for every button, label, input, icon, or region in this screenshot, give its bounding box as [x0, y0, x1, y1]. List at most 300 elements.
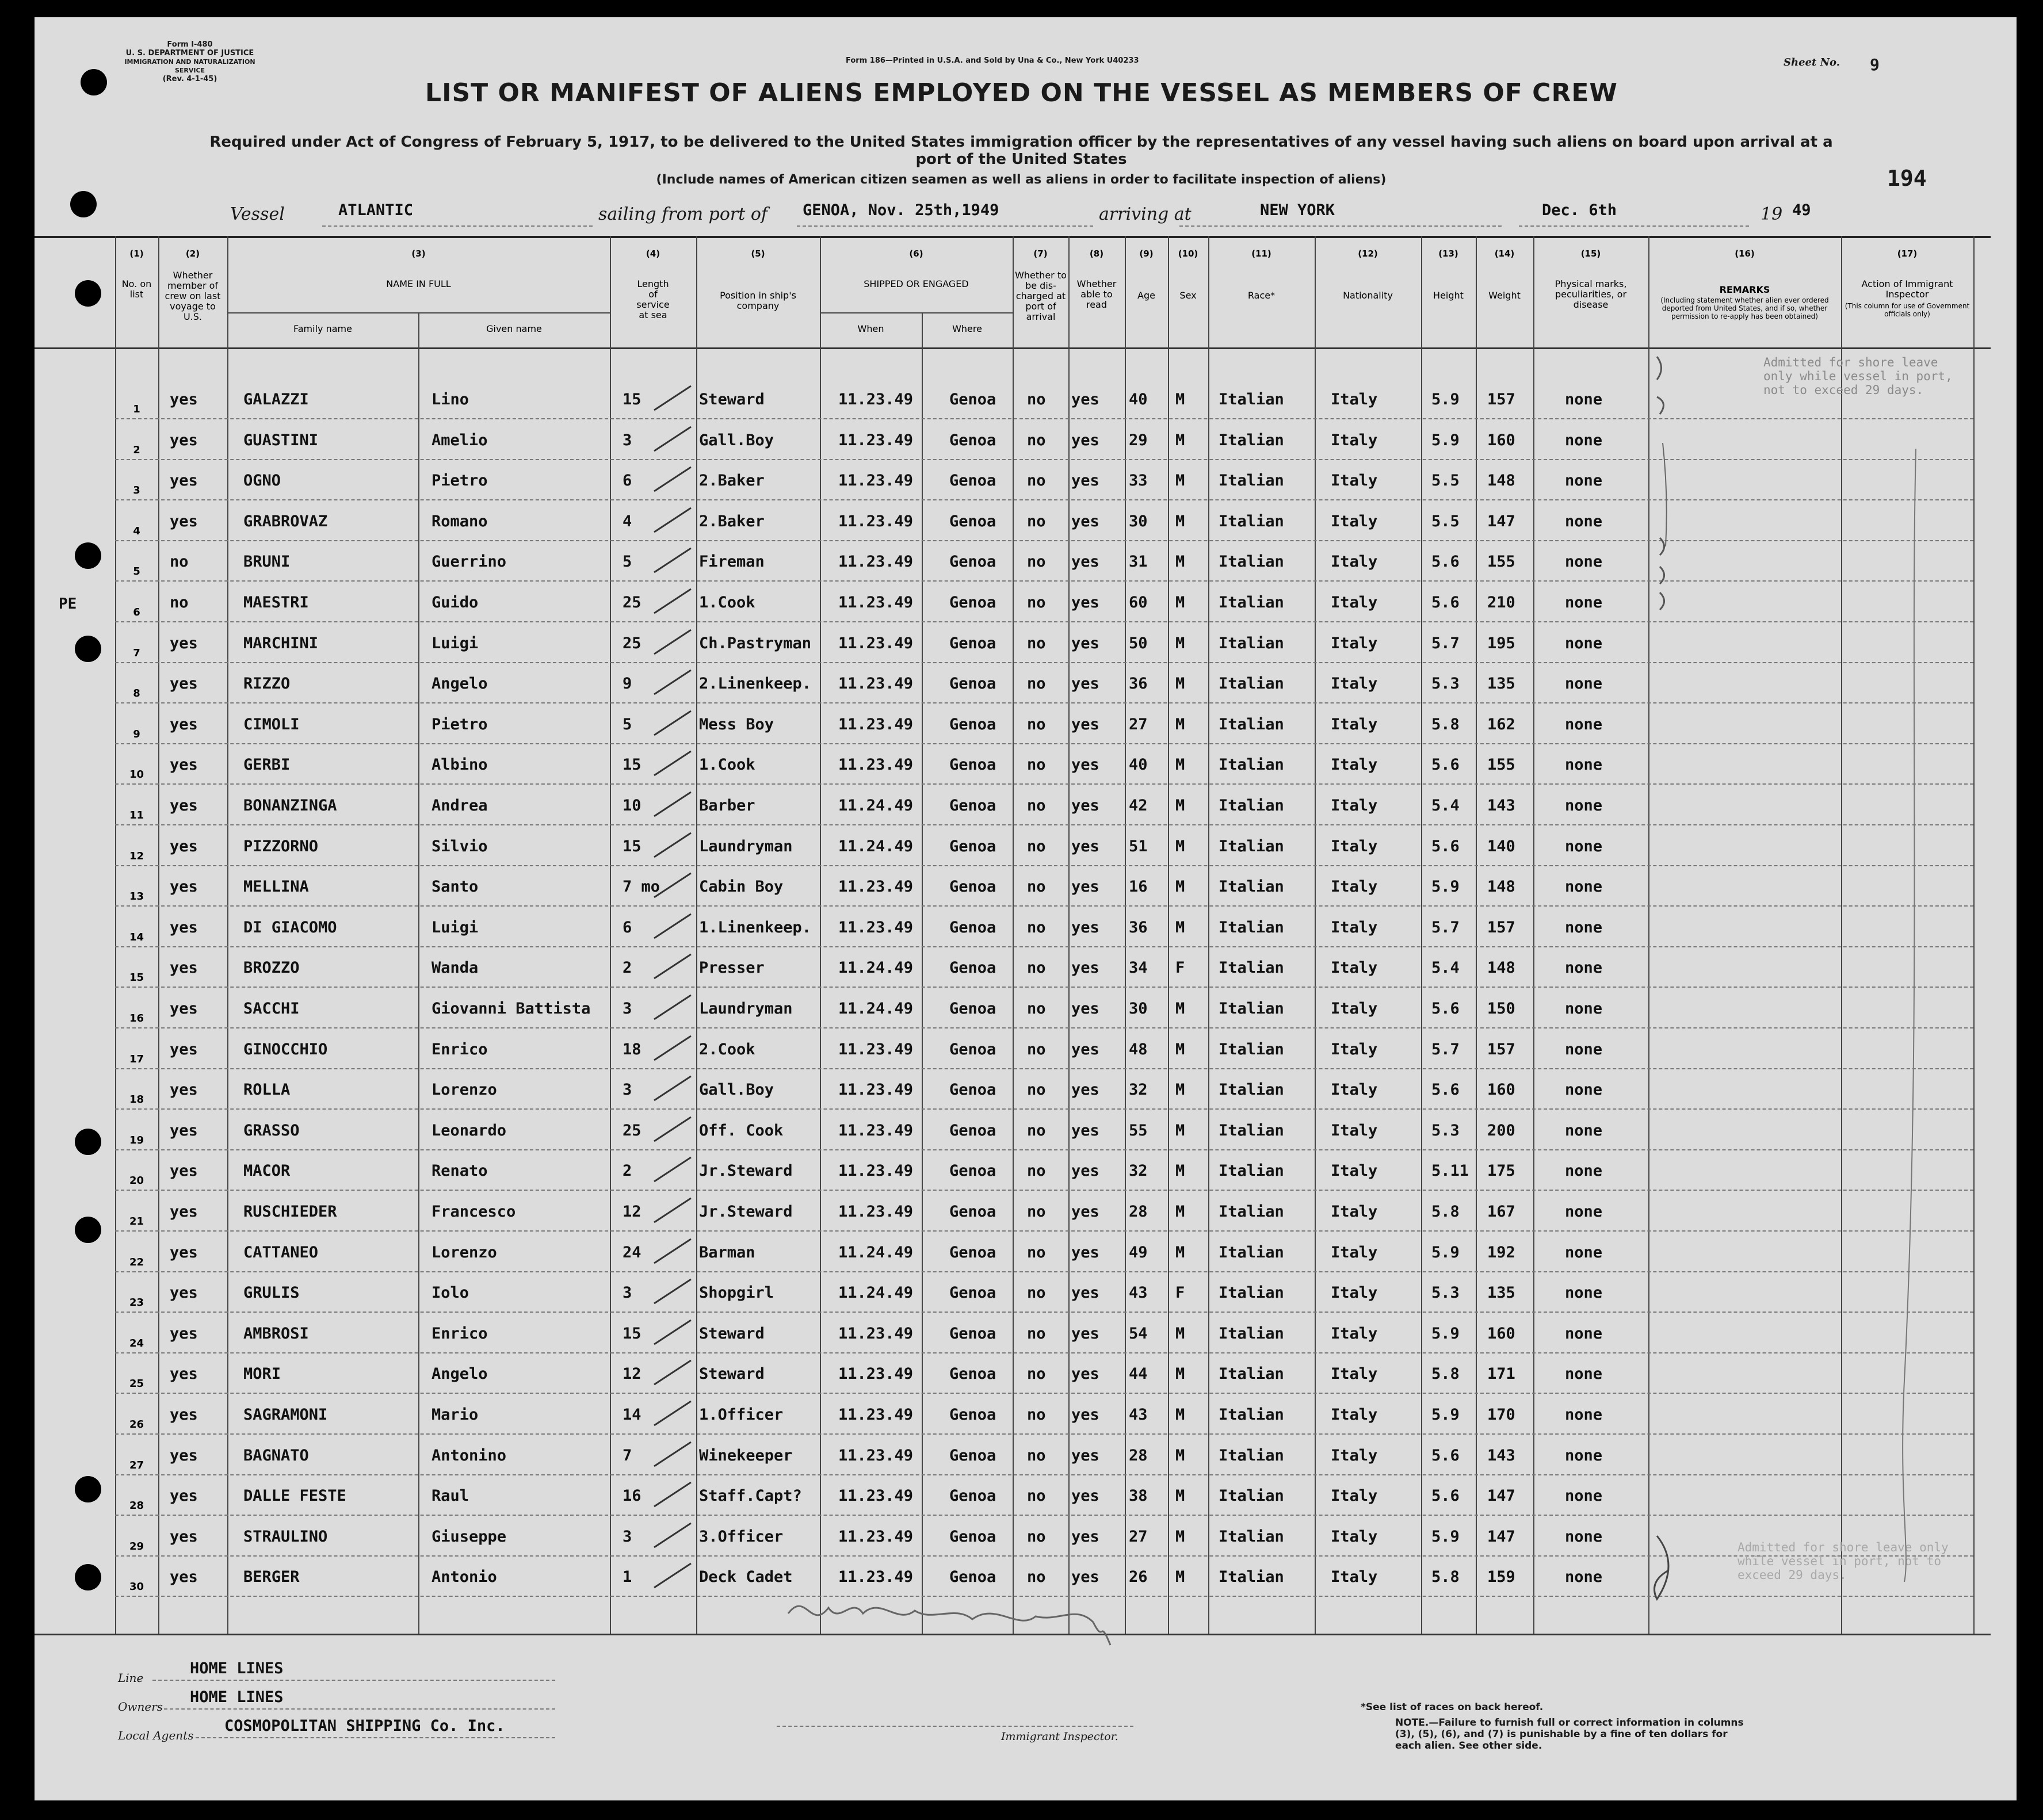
shipped-date: 11.24.49: [838, 797, 914, 815]
physical-marks: none: [1565, 1244, 1603, 1261]
length-of-service: 1: [623, 1568, 632, 1586]
sex: M: [1175, 716, 1185, 733]
family-name: STRAULINO: [243, 1528, 328, 1546]
weight: 162: [1487, 716, 1515, 733]
age: 36: [1129, 675, 1148, 693]
weight: 200: [1487, 1122, 1515, 1140]
row-number: 14: [129, 931, 144, 943]
height: 5.9: [1431, 391, 1460, 408]
position: Steward: [699, 391, 765, 408]
able-to-read: yes: [1071, 472, 1099, 490]
shipped-place: Genoa: [949, 1162, 996, 1180]
shipped-date: 11.23.49: [838, 391, 914, 408]
able-to-read: yes: [1071, 1284, 1099, 1302]
crew-last-voyage: yes: [170, 1365, 198, 1383]
shipped-date: 11.23.49: [838, 1041, 914, 1058]
col5-label: Position in ship's company: [720, 290, 796, 311]
given-name: Antonio: [431, 1568, 497, 1586]
height: 5.6: [1431, 594, 1460, 611]
race: Italian: [1219, 553, 1284, 571]
position: Gall.Boy: [699, 431, 774, 449]
weight: 135: [1487, 1284, 1515, 1302]
col7-label: Whether to be dis-charged at port of arrival: [1015, 270, 1067, 322]
position: 3.Officer: [699, 1528, 784, 1546]
given-name: Lino: [431, 391, 469, 408]
sex: M: [1175, 1568, 1185, 1586]
col4-label: Length of service at sea: [636, 278, 670, 320]
family-name: RIZZO: [243, 675, 291, 693]
age: 30: [1129, 513, 1148, 530]
length-of-service: 3: [623, 431, 632, 449]
shipped-place: Genoa: [949, 716, 996, 733]
sex: M: [1175, 1365, 1185, 1383]
discharged: no: [1027, 959, 1046, 977]
crew-last-voyage: no: [170, 594, 189, 611]
nationality: Italy: [1331, 1325, 1378, 1343]
given-name: Giovanni Battista: [431, 1000, 591, 1018]
given-name: Guerrino: [431, 553, 507, 571]
agents-label: Local Agents: [118, 1729, 194, 1742]
height: 5.8: [1431, 1365, 1460, 1383]
weight: 155: [1487, 553, 1515, 571]
weight: 147: [1487, 1487, 1515, 1505]
position: Laundryman: [699, 1000, 793, 1018]
shipped-date: 11.23.49: [838, 1162, 914, 1180]
row-number: 13: [129, 890, 144, 903]
nationality: Italy: [1331, 878, 1378, 896]
family-name: GRASSO: [243, 1122, 300, 1140]
able-to-read: yes: [1071, 797, 1099, 815]
discharged: no: [1027, 1568, 1046, 1586]
crew-last-voyage: yes: [170, 1244, 198, 1261]
arrival-port: NEW YORK: [1260, 201, 1335, 219]
age: 33: [1129, 472, 1148, 490]
physical-marks: none: [1565, 472, 1603, 490]
given-name: Romano: [431, 513, 488, 530]
shipped-date: 11.23.49: [838, 1406, 914, 1424]
sex: M: [1175, 1081, 1185, 1099]
sex: M: [1175, 1487, 1185, 1505]
position: 1.Linenkeep.: [699, 919, 812, 936]
line-label: Line: [118, 1671, 144, 1685]
shipped-place: Genoa: [949, 756, 996, 774]
inspector-signature: [794, 1593, 1082, 1620]
crew-last-voyage: yes: [170, 1528, 198, 1546]
length-of-service: 25: [623, 594, 641, 611]
shipped-date: 11.23.49: [838, 1325, 914, 1343]
discharged: no: [1027, 1081, 1046, 1099]
row-number: 27: [129, 1459, 144, 1471]
weight: 160: [1487, 1325, 1515, 1343]
row-number: 20: [129, 1175, 144, 1187]
race: Italian: [1219, 1041, 1284, 1058]
height: 5.4: [1431, 959, 1460, 977]
col6-label: SHIPPED OR ENGAGED: [864, 278, 969, 289]
age: 54: [1129, 1325, 1148, 1343]
sex: M: [1175, 594, 1185, 611]
race: Italian: [1219, 1244, 1284, 1261]
physical-marks: none: [1565, 838, 1603, 855]
col3-label: NAME IN FULL: [386, 278, 451, 289]
family-name: GALAZZI: [243, 391, 309, 408]
age: 48: [1129, 1041, 1148, 1058]
row-number: 8: [133, 687, 140, 699]
age: 29: [1129, 431, 1148, 449]
physical-marks: none: [1565, 797, 1603, 815]
arrival-date: Dec. 6th: [1542, 201, 1617, 219]
height: 5.6: [1431, 553, 1460, 571]
page-title: LIST OR MANIFEST OF ALIENS EMPLOYED ON THE VESSEL AS MEMBERS OF CREW: [425, 78, 1618, 108]
discharged: no: [1027, 1284, 1046, 1302]
vessel-label: Vessel: [230, 204, 285, 224]
able-to-read: yes: [1071, 1528, 1099, 1546]
crew-last-voyage: yes: [170, 716, 198, 733]
shipped-date: 11.23.49: [838, 472, 914, 490]
shipped-date: 11.23.49: [838, 431, 914, 449]
family-name: RUSCHIEDER: [243, 1203, 337, 1221]
sex: M: [1175, 1406, 1185, 1424]
family-name: ROLLA: [243, 1081, 291, 1099]
col8-label: Whether able to read: [1076, 278, 1117, 310]
discharged: no: [1027, 1528, 1046, 1546]
discharged: no: [1027, 1000, 1046, 1018]
discharged: no: [1027, 634, 1046, 652]
nationality: Italy: [1331, 553, 1378, 571]
weight: 155: [1487, 756, 1515, 774]
col15-label: Physical marks, peculiarities, or disease: [1555, 278, 1627, 310]
race: Italian: [1219, 919, 1284, 936]
height: 5.7: [1431, 1041, 1460, 1058]
shipped-date: 11.23.49: [838, 919, 914, 936]
nationality: Italy: [1331, 594, 1378, 611]
shipped-date: 11.23.49: [838, 594, 914, 611]
length-of-service: 15: [623, 1325, 641, 1343]
height: 5.8: [1431, 1203, 1460, 1221]
shipped-date: 11.23.49: [838, 1122, 914, 1140]
family-name: MAESTRI: [243, 594, 309, 611]
sex: M: [1175, 1000, 1185, 1018]
given-name: Angelo: [431, 1365, 488, 1383]
weight: 148: [1487, 472, 1515, 490]
sex: M: [1175, 1162, 1185, 1180]
age: 26: [1129, 1568, 1148, 1586]
race: Italian: [1219, 431, 1284, 449]
height: 5.6: [1431, 1487, 1460, 1505]
owners-value: HOME LINES: [190, 1688, 284, 1706]
col4-num: (4): [646, 248, 660, 259]
physical-marks: none: [1565, 594, 1603, 611]
row-number: 7: [133, 647, 140, 659]
position: Deck Cadet: [699, 1568, 793, 1586]
height: 5.6: [1431, 838, 1460, 855]
length-of-service: 12: [623, 1203, 641, 1221]
position: Fireman: [699, 553, 765, 571]
row-number: 5: [133, 565, 140, 578]
sex: M: [1175, 431, 1185, 449]
length-of-service: 12: [623, 1365, 641, 1383]
family-name: DALLE FESTE: [243, 1487, 346, 1505]
given-name: Amelio: [431, 431, 488, 449]
given-name: Luigi: [431, 919, 479, 936]
family-name: MELLINA: [243, 878, 309, 896]
crew-last-voyage: yes: [170, 675, 198, 693]
age: 16: [1129, 878, 1148, 896]
shipped-place: Genoa: [949, 1447, 996, 1465]
col14-num: (14): [1494, 248, 1515, 259]
col12-label: Nationality: [1343, 290, 1393, 301]
weight: 143: [1487, 797, 1515, 815]
nationality: Italy: [1331, 1487, 1378, 1505]
col17-note: (This column for use of Government officials only): [1845, 302, 1970, 318]
physical-marks: none: [1565, 919, 1603, 936]
nationality: Italy: [1331, 1162, 1378, 1180]
sex: M: [1175, 1041, 1185, 1058]
age: 51: [1129, 838, 1148, 855]
col11-label: Race*: [1247, 290, 1276, 301]
length-of-service: 15: [623, 838, 641, 855]
given-name: Francesco: [431, 1203, 516, 1221]
crew-last-voyage: yes: [170, 391, 198, 408]
given-name: Albino: [431, 756, 488, 774]
crew-last-voyage: no: [170, 553, 189, 571]
weight: 170: [1487, 1406, 1515, 1424]
nationality: Italy: [1331, 634, 1378, 652]
nationality: Italy: [1331, 391, 1378, 408]
physical-marks: none: [1565, 431, 1603, 449]
row-number: 28: [129, 1500, 144, 1512]
sex: M: [1175, 553, 1185, 571]
race: Italian: [1219, 716, 1284, 733]
shipped-place: Genoa: [949, 1203, 996, 1221]
physical-marks: none: [1565, 1203, 1603, 1221]
form-id: Form I-480: [167, 40, 213, 49]
discharged: no: [1027, 675, 1046, 693]
weight: 148: [1487, 959, 1515, 977]
given-name: Mario: [431, 1406, 479, 1424]
length-of-service: 5: [623, 553, 632, 571]
family-name: OGNO: [243, 472, 281, 490]
weight: 148: [1487, 878, 1515, 896]
given-name: Luigi: [431, 634, 479, 652]
able-to-read: yes: [1071, 1568, 1099, 1586]
row-number: 9: [133, 728, 140, 740]
col5-num: (5): [751, 248, 765, 259]
race: Italian: [1219, 838, 1284, 855]
given-name: Iolo: [431, 1284, 469, 1302]
crew-last-voyage: yes: [170, 838, 198, 855]
agents-value: COSMOPOLITAN SHIPPING Co. Inc.: [224, 1717, 505, 1735]
length-of-service: 18: [623, 1041, 641, 1058]
row-number: 6: [133, 606, 140, 618]
weight: 157: [1487, 919, 1515, 936]
sex: M: [1175, 472, 1185, 490]
length-of-service: 9: [623, 675, 632, 693]
family-name: PIZZORNO: [243, 838, 319, 855]
nationality: Italy: [1331, 1000, 1378, 1018]
weight: 192: [1487, 1244, 1515, 1261]
row-number: 10: [129, 768, 144, 781]
race: Italian: [1219, 878, 1284, 896]
col16-note: (Including statement whether alien ever ordered deported from United States, and if so, whether permission to re-apply has been obtained): [1660, 296, 1829, 320]
service: IMMIGRATION AND NATURALIZATION SERVICE: [124, 58, 255, 74]
crew-last-voyage: yes: [170, 756, 198, 774]
able-to-read: yes: [1071, 1447, 1099, 1465]
discharged: no: [1027, 1447, 1046, 1465]
row-number: 30: [129, 1581, 144, 1593]
crew-last-voyage: yes: [170, 431, 198, 449]
nationality: Italy: [1331, 513, 1378, 530]
shipped-date: 11.24.49: [838, 1000, 914, 1018]
sex: F: [1175, 1284, 1185, 1302]
physical-marks: none: [1565, 1162, 1603, 1180]
crew-last-voyage: yes: [170, 959, 198, 977]
shipped-place: Genoa: [949, 1406, 996, 1424]
position: 2.Linenkeep.: [699, 675, 812, 693]
age: 43: [1129, 1406, 1148, 1424]
row-number: 26: [129, 1418, 144, 1431]
physical-marks: none: [1565, 1406, 1603, 1424]
family-name: DI GIACOMO: [243, 919, 337, 936]
crew-last-voyage: yes: [170, 797, 198, 815]
family-name: GUASTINI: [243, 431, 319, 449]
able-to-read: yes: [1071, 431, 1099, 449]
height: 5.8: [1431, 1568, 1460, 1586]
race: Italian: [1219, 391, 1284, 408]
nationality: Italy: [1331, 716, 1378, 733]
given-name: Pietro: [431, 472, 488, 490]
given-name: Enrico: [431, 1041, 488, 1058]
able-to-read: yes: [1071, 756, 1099, 774]
shipped-place: Genoa: [949, 1568, 996, 1586]
subtitle-3: (Include names of American citizen seamen as well as aliens in order to facilitate inspection of aliens): [656, 173, 1387, 187]
sex: M: [1175, 513, 1185, 530]
discharged: no: [1027, 838, 1046, 855]
physical-marks: none: [1565, 391, 1603, 408]
family-name: MARCHINI: [243, 634, 319, 652]
race: Italian: [1219, 1284, 1284, 1302]
sex: M: [1175, 797, 1185, 815]
position: Mess Boy: [699, 716, 774, 733]
given-name: Silvio: [431, 838, 488, 855]
departure-port-date: GENOA, Nov. 25th,1949: [803, 201, 999, 219]
height: 5.5: [1431, 472, 1460, 490]
shipped-date: 11.23.49: [838, 878, 914, 896]
owners-label: Owners: [118, 1700, 163, 1714]
height: 5.6: [1431, 756, 1460, 774]
position: 1.Cook: [699, 594, 755, 611]
sex: M: [1175, 1122, 1185, 1140]
nationality: Italy: [1331, 472, 1378, 490]
physical-marks: none: [1565, 1325, 1603, 1343]
race: Italian: [1219, 1325, 1284, 1343]
shipped-place: Genoa: [949, 675, 996, 693]
height: 5.11: [1431, 1162, 1469, 1180]
family-name: CATTANEO: [243, 1244, 319, 1261]
crew-last-voyage: yes: [170, 1284, 198, 1302]
physical-marks: none: [1565, 959, 1603, 977]
shipped-date: 11.23.49: [838, 1528, 914, 1546]
shipped-place: Genoa: [949, 594, 996, 611]
shipped-date: 11.24.49: [838, 959, 914, 977]
races-note: *See list of races on back hereof.: [1361, 1702, 1544, 1713]
given-name: Leonardo: [431, 1122, 507, 1140]
shipped-place: Genoa: [949, 513, 996, 530]
weight: 167: [1487, 1203, 1515, 1221]
weight: 171: [1487, 1365, 1515, 1383]
discharged: no: [1027, 1487, 1046, 1505]
able-to-read: yes: [1071, 1365, 1099, 1383]
shipped-date: 11.23.49: [838, 1365, 914, 1383]
crew-last-voyage: yes: [170, 1081, 198, 1099]
sex: M: [1175, 675, 1185, 693]
length-of-service: 2: [623, 1162, 632, 1180]
shipped-date: 11.23.49: [838, 513, 914, 530]
given-name: Lorenzo: [431, 1081, 497, 1099]
family-name: BONANZINGA: [243, 797, 337, 815]
position: Jr.Steward: [699, 1162, 793, 1180]
height: 5.9: [1431, 1528, 1460, 1546]
col6-when-label: When: [857, 323, 884, 334]
able-to-read: yes: [1071, 513, 1099, 530]
given-name: Raul: [431, 1487, 469, 1505]
position: Off. Cook: [699, 1122, 784, 1140]
discharged: no: [1027, 716, 1046, 733]
race: Italian: [1219, 1122, 1284, 1140]
nationality: Italy: [1331, 919, 1378, 936]
shipped-place: Genoa: [949, 878, 996, 896]
race: Italian: [1219, 1365, 1284, 1383]
sex: M: [1175, 1244, 1185, 1261]
family-name: BROZZO: [243, 959, 300, 977]
col3-given-label: Given name: [486, 323, 542, 334]
race: Italian: [1219, 1528, 1284, 1546]
race: Italian: [1219, 1081, 1284, 1099]
height: 5.6: [1431, 1000, 1460, 1018]
length-of-service: 7: [623, 1447, 632, 1465]
shipped-date: 11.23.49: [838, 756, 914, 774]
shipped-date: 11.23.49: [838, 634, 914, 652]
col8-num: (8): [1089, 248, 1104, 259]
col15-num: (15): [1580, 248, 1601, 259]
position: 1.Cook: [699, 756, 755, 774]
sex: M: [1175, 1203, 1185, 1221]
weight: 147: [1487, 513, 1515, 530]
discharged: no: [1027, 472, 1046, 490]
age: 28: [1129, 1203, 1148, 1221]
sex: F: [1175, 959, 1185, 977]
row-number: 1: [133, 403, 140, 415]
shipped-date: 11.23.49: [838, 1487, 914, 1505]
sailing-label: sailing from port of: [598, 204, 767, 224]
nationality: Italy: [1331, 1365, 1378, 1383]
length-of-service: 5: [623, 716, 632, 733]
age: 27: [1129, 716, 1148, 733]
shipped-date: 11.23.49: [838, 716, 914, 733]
stamp-number: 194: [1887, 166, 1927, 191]
shipped-date: 11.23.49: [838, 1203, 914, 1221]
length-of-service: 15: [623, 391, 641, 408]
age: 55: [1129, 1122, 1148, 1140]
length-of-service: 14: [623, 1406, 641, 1424]
able-to-read: yes: [1071, 1203, 1099, 1221]
physical-marks: none: [1565, 1447, 1603, 1465]
height: 5.7: [1431, 634, 1460, 652]
nationality: Italy: [1331, 1284, 1378, 1302]
height: 5.7: [1431, 919, 1460, 936]
nationality: Italy: [1331, 797, 1378, 815]
age: 32: [1129, 1162, 1148, 1180]
weight: 157: [1487, 391, 1515, 408]
